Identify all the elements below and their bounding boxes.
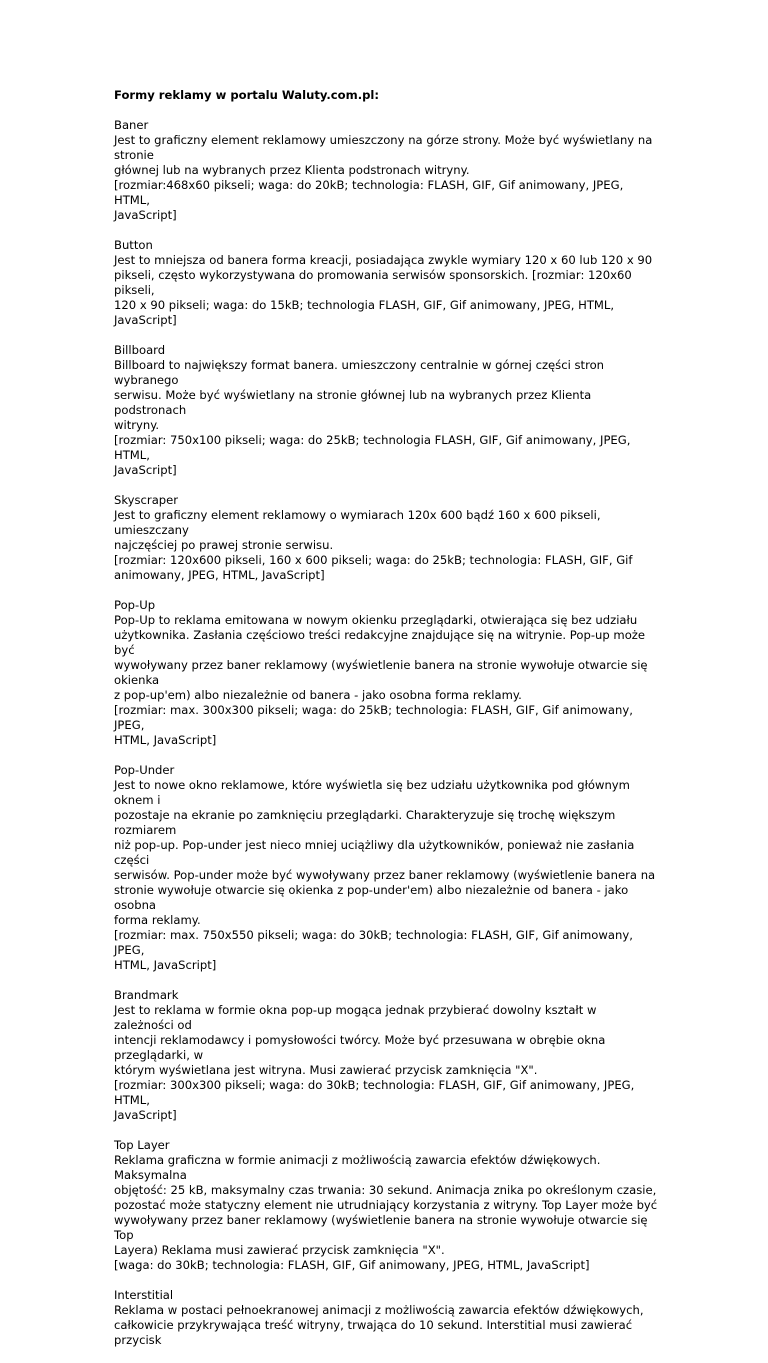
section-heading: Skyscraper — [114, 493, 179, 507]
section-heading: Baner — [114, 118, 149, 132]
section-body: Jest to graficzny element reklamowy o wymiarach 120x 600 bądź 160 x 600 pikseli, umieszczany najczęściej po prawej stronie serwisu. [rozmiar: 120x600 pikseli, 160 x 600 pikseli; waga: do 25kB; technologia: FLASH, GIF, Gif animowany, JPEG, HTML, JavaScript] — [114, 508, 633, 582]
document-title: Formy reklamy w portalu Waluty.com.pl: — [114, 88, 380, 102]
section-body: Jest to graficzny element reklamowy umieszczony na górze strony. Może być wyświetlany na stronie głównej lub na wybranych przez Klienta podstronach witryny. [rozmiar:468x60 pikseli; waga: do 20kB; technologia: FLASH, GIF, Gif animowany, JPEG, HTML, JavaScript] — [114, 133, 653, 222]
section-baner — [114, 118, 659, 223]
section-body: Billboard to największy format banera. umieszczony centralnie w górnej części stron wybranego serwisu. Może być wyświetlany na stronie głównej lub na wybranych przez Klienta podstronach witryny. [rozmiar: 750x100 pikseli; waga: do 25kB; technologia FLASH, GIF, Gif animowany, JPEG, HTML, JavaScript] — [114, 358, 631, 477]
section-heading: Button — [114, 238, 153, 252]
section-body: Jest to reklama w formie okna pop-up mogąca jednak przybierać dowolny kształt w zależności od intencji reklamodawcy i pomysłowości twórcy. Może być przesuwana w obrębie okna przeglądarki, w którym wyświetlana jest witryna. Musi zawierać przycisk zamknięcia "X". [rozmiar: 300x300 pikseli; waga: do 30kB; technologia: FLASH, GIF, Gif animowany, JPEG, HTML, JavaScript] — [114, 1003, 635, 1122]
document-page — [114, 88, 659, 1363]
section-heading: Top Layer — [114, 1138, 170, 1152]
section-interstitial — [114, 1288, 659, 1348]
section-body: Reklama w postaci pełnoekranowej animacji z możliwością zawarcia efektów dźwiękowych, całkowicie przykrywająca treść witryny, trwająca do 10 sekund. Interstitial musi zawierać przycisk — [114, 1303, 644, 1347]
section-pop-under — [114, 763, 659, 973]
section-body: Pop-Up to reklama emitowana w nowym okienku przeglądarki, otwierająca się bez udziału użytkownika. Zasłania częściowo treści redakcyjne znajdujące się na witrynie. Pop-up może być wywoływany przez baner reklamowy (wyświetlenie banera na stronie wywołuje otwarcie się okienka z pop-up'em) albo niezależnie od banera - jako osobna forma reklamy. [rozmiar: max. 300x300 pikseli; waga: do 25kB; technologia: FLASH, GIF, Gif animowany, JPEG, HTML, JavaScript] — [114, 613, 648, 747]
section-heading: Pop-Under — [114, 763, 175, 777]
section-body: Reklama graficzna w formie animacji z możliwością zawarcia efektów dźwiękowych. Maksymalna objętość: 25 kB, maksymalny czas trwania: 30 sekund. Animacja znika po określonym czasie, pozostać może statyczny element nie utrudniający korzystania z witryny. Top Layer może być wywoływany przez baner reklamowy (wyświetlenie banera na stronie wywołuje otwarcie się Top Layera) Reklama musi zawierać przycisk zamknięcia "X". [waga: do 30kB; technologia: FLASH, GIF, Gif animowany, JPEG, HTML, JavaScript] — [114, 1153, 658, 1272]
section-heading: Interstitial — [114, 1288, 174, 1302]
section-brandmark — [114, 988, 659, 1123]
section-button — [114, 238, 659, 328]
section-body: Jest to mniejsza od banera forma kreacji, posiadająca zwykle wymiary 120 x 60 lub 120 x 90 pikseli, często wykorzystywana do promowania serwisów sponsorskich. [rozmiar: 120x60 pikseli, 120 x 90 pikseli; waga: do 15kB; technologia FLASH, GIF, Gif animowany, JPEG, HTML, JavaScript] — [114, 253, 653, 327]
section-skyscraper — [114, 493, 659, 583]
section-pop-up — [114, 598, 659, 748]
section-heading: Billboard — [114, 343, 166, 357]
section-body: Jest to nowe okno reklamowe, które wyświetla się bez udziału użytkownika pod głównym oknem i pozostaje na ekranie po zamknięciu przeglądarki. Charakteryzuje się trochę większym rozmiarem niż pop-up. Pop-under jest nieco mniej uciążliwy dla użytkowników, ponieważ nie zasłania części serwisów. Pop-under może być wywoływany przez baner reklamowy (wyświetlenie banera na stronie wywołuje otwarcie się okienka z pop-under'em) albo niezależnie od banera - jako osobna forma reklamy. [rozmiar: max. 750x550 pikseli; waga: do 30kB; technologia: FLASH, GIF, Gif animowany, JPEG, HTML, JavaScript] — [114, 778, 656, 972]
section-heading: Brandmark — [114, 988, 179, 1002]
section-billboard — [114, 343, 659, 478]
section-heading: Pop-Up — [114, 598, 156, 612]
section-top-layer — [114, 1138, 659, 1273]
